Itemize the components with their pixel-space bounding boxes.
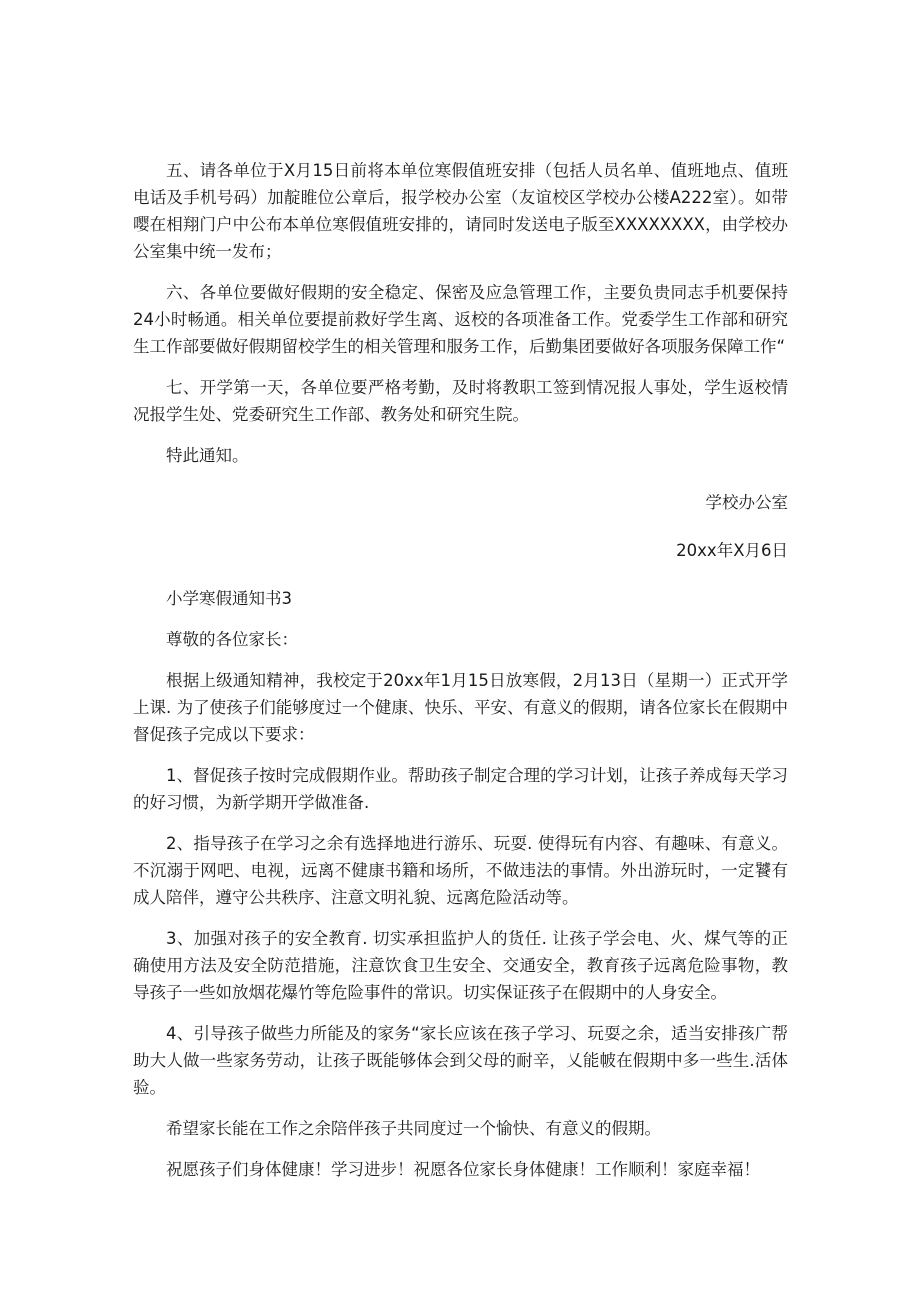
notice2-title: 小学寒假通知书3 (166, 589, 292, 608)
document-body (133, 157, 788, 1183)
notice2-item-2: 2、指导孩子在学习之余有选择地进行游乐、玩耍. 使得玩有内容、有趣味、有意义。不沉溺于网吧、电视，远离不健康书籍和场所，不做违法的事情。外出游玩时，一定饕有成人陪伴，遵守公共秩序、注意文明礼貌、远离危险活动等。 (133, 834, 788, 907)
notice1-paragraph-6: 六、各单位要做好假期的安全稳定、保密及应急管理工作，主要负贵同志手机要保持24小时畅通。相关单位要提前救好学生离、返校的各项准备工作。党委学生工作部和研究生工作部要做好假期留校学生的相关管理和服务工作，后勤集团要做好各项服务保障工作“ (133, 283, 788, 356)
notice1-closing: 特此通知。 (166, 446, 249, 465)
notice2-item-4: 4、引导孩子做些力所能及的家务“家长应该在孩子学习、玩耍之余，适当安排孩广帮助大人做一些家务劳动，让孩子既能够体会到父母的耐辛，乂能帔在假期中多一些生.活体验。 (133, 1024, 788, 1097)
notice1-date: 20xx年X月6日 (676, 541, 788, 560)
notice1-signature: 学校办公室 (705, 493, 788, 512)
notice2-item-1: 1、督促孩子按时完成假期作业。帮助孩子制定合理的学习计划，让孩子养成每天学习的好习惯，为新学期开学做准备. (133, 766, 788, 812)
notice2-salutation: 尊敬的各位家长： (166, 630, 298, 649)
notice2-intro: 根据上级通知精神，我校定于20xx年1月15日放寒假，2月13日（星期一）正式开学上课. 为了使孩子们能够度过一个健康、快乐、平安、有意义的假期，请各位家长在假期中督促孩子完成以下要求： (133, 671, 788, 744)
notice1-paragraph-5: 五、请各单位于X月15日前将本单位寒假值班安排（包括人员名单、值班地点、值班电话及手机号码）加靛睢位公章后，报学校办公室（友谊校区学校办公楼A222室）。如带嘤在相翔门户中公布本单位寒假值班安排的，请同时发送电子版至XXXXXXXX，由学校办公室集中统一发布； (133, 161, 788, 261)
notice1-paragraph-7: 七、开学第一天，各单位要严格考勤，及时将教职工签到情况报人事处，学生返校情况报学生处、党委研究生工作部、教务处和研究生院。 (133, 378, 788, 424)
notice2-wishes: 祝愿孩子们身体健康！学习进步！祝愿各位家长身体健康！工作顺利！家庭幸福！ (166, 1160, 760, 1179)
notice2-hope: 希望家长能在工作之余陪伴孩子共同度过一个愉快、有意义的假期。 (166, 1119, 661, 1138)
notice2-item-3: 3、加强对孩子的安全教育. 切实承担监护人的货任. 让孩子学会电、火、煤气等的正确使用方法及安全防范措施，注意饮食卫生安全、交通安全，教育孩子远离危险事物，教导孩子一些如放烟花爆竹等危险事件的常识。切实保证孩子在假期中的人身安全。 (133, 929, 788, 1002)
